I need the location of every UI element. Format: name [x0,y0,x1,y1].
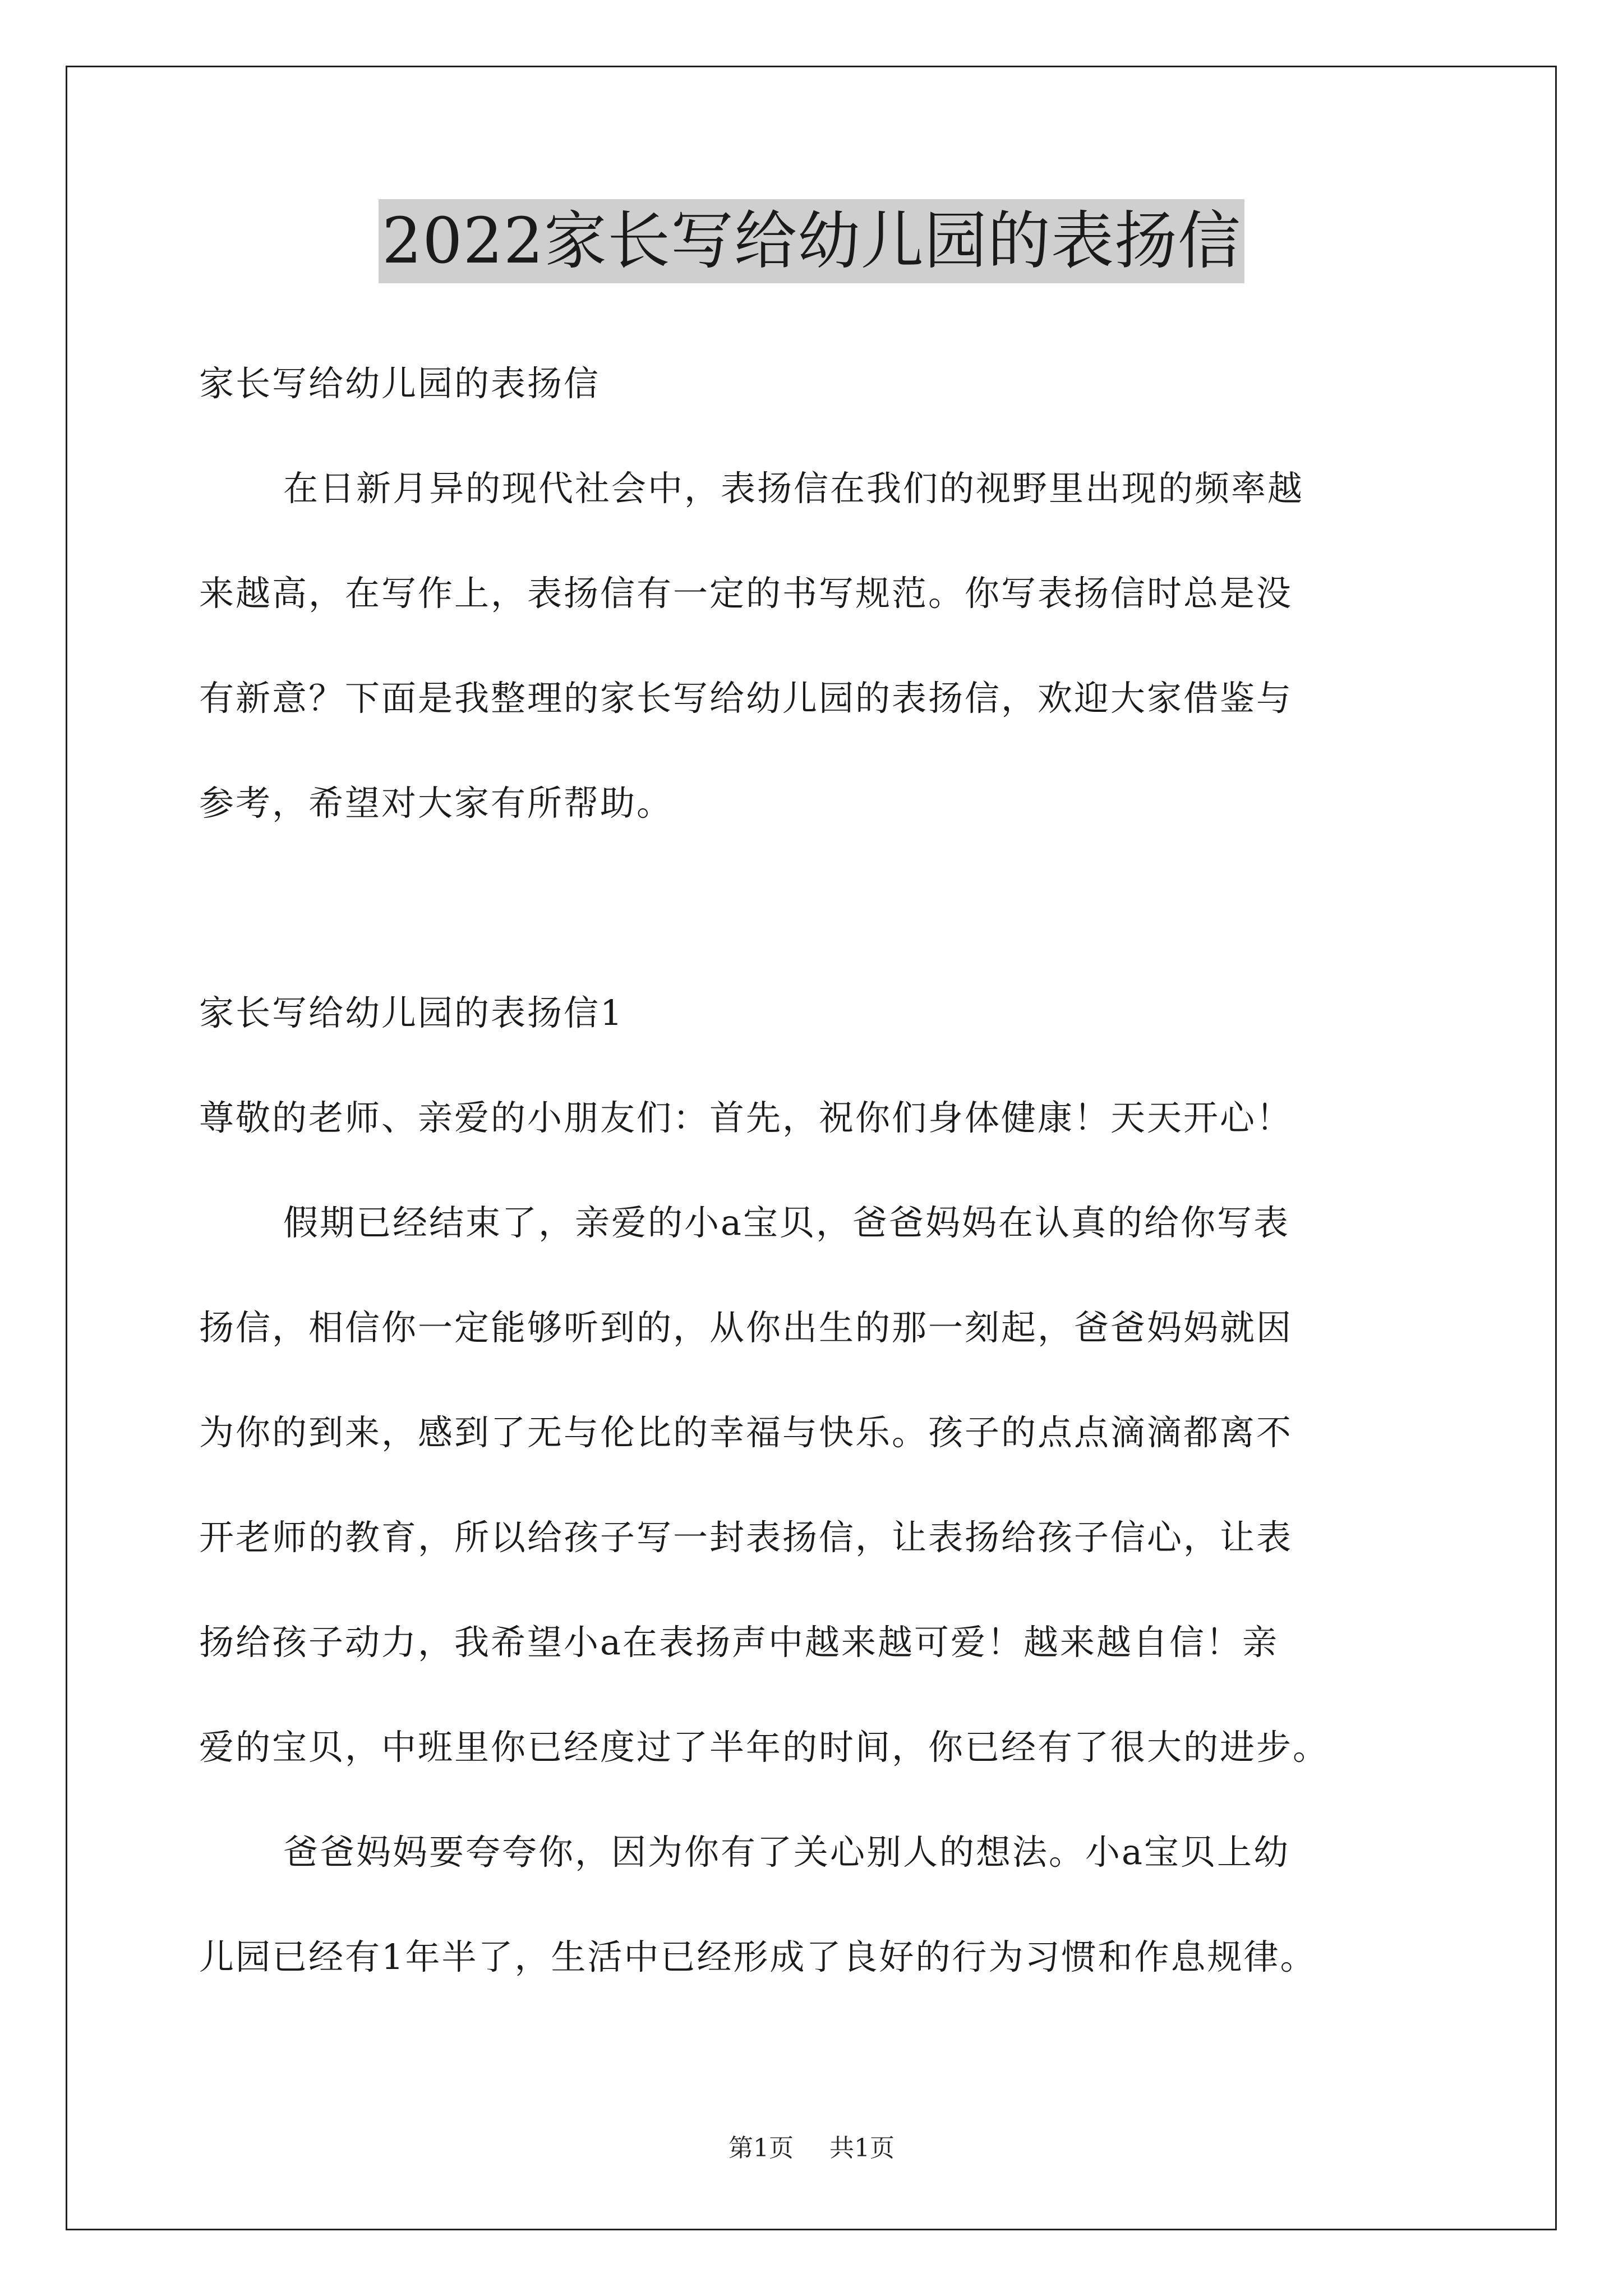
paragraph-line: 来越高，在写作上，表扬信有一定的书写规范。你写表扬信时总是没 [199,573,1293,614]
paragraph-line: 爱的宝贝，中班里你已经度过了半年的时间，你已经有了很大的进步。 [199,1727,1330,1768]
paragraph-line: 在日新月异的现代社会中，表扬信在我们的视野里出现的频率越 [283,468,1304,509]
paragraph-line: 开老师的教育，所以给孩子写一封表扬信，让表扬给孩子信心，让表 [199,1517,1293,1558]
paragraph-line: 假期已经结束了，亲爱的小a宝贝，爸爸妈妈在认真的给你写表 [283,1202,1290,1243]
paragraph-line: 参考，希望对大家有所帮助。 [199,783,674,823]
paragraph-line: 为你的到来，感到了无与伦比的幸福与快乐。孩子的点点滴滴都离不 [199,1412,1293,1453]
title-wrap [0,199,1623,283]
paragraph-line: 扬给孩子动力，我希望小a在表扬声中越来越可爱！越来越自信！亲 [199,1622,1279,1663]
paragraph-line: 儿园已经有1年半了，生活中已经形成了良好的行为习惯和作息规律。 [199,1936,1317,1977]
salutation: 尊敬的老师、亲爱的小朋友们：首先，祝你们身体健康！天天开心！ [199,1097,1293,1138]
paragraph-line: 爸爸妈妈要夸夸你，因为你有了关心别人的想法。小a宝贝上幼 [283,1832,1290,1872]
paragraph-line: 家长写给幼儿园的表扬信 [199,363,601,404]
paragraph-line: 扬信，相信你一定能够听到的，从你出生的那一刻起，爸爸妈妈就因 [199,1307,1293,1348]
page-total: 共1页 [829,2134,895,2162]
page-number: 第1页 [728,2134,794,2162]
document-body [199,331,1433,2009]
paragraph-line: 有新意？下面是我整理的家长写给幼儿园的表扬信，欢迎大家借鉴与 [199,678,1293,719]
section-heading: 家长写给幼儿园的表扬信1 [199,992,624,1033]
page-footer [0,2132,1623,2165]
paragraph-gap [199,855,1433,960]
document-title: 2022家长写给幼儿园的表扬信 [379,199,1244,283]
